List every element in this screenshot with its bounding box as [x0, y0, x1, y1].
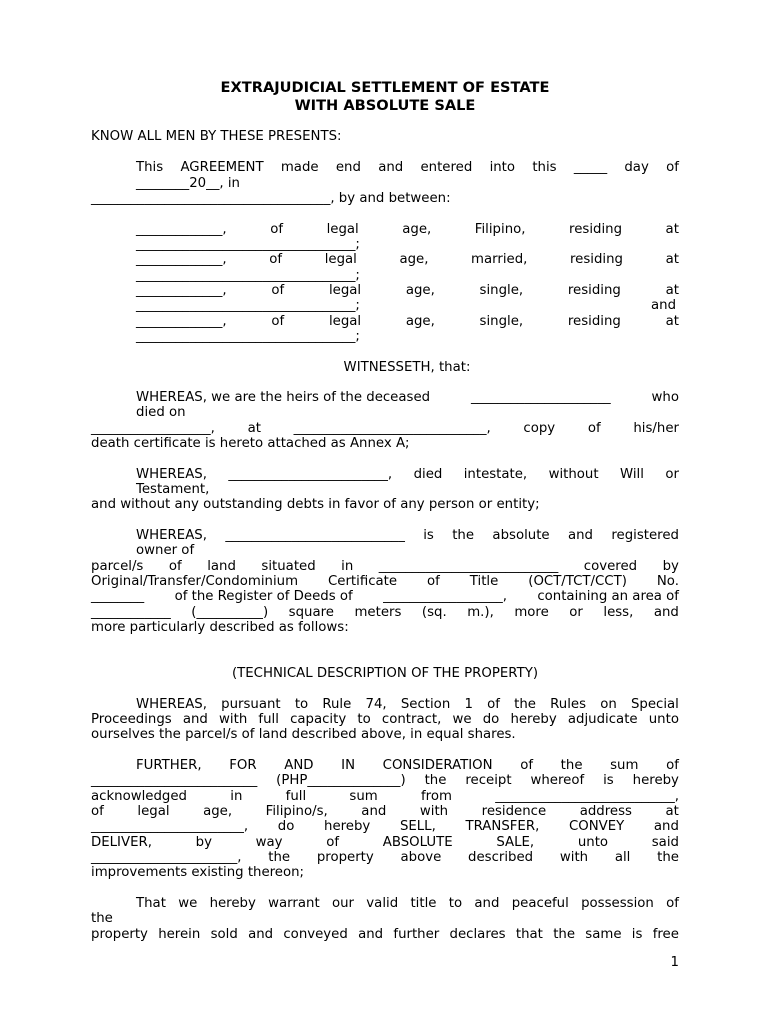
word: at: [665, 252, 679, 267]
word: of: [271, 314, 285, 329]
word: or: [569, 605, 583, 620]
word: same: [585, 927, 622, 942]
word: and: [474, 896, 500, 911]
word: WHEREAS, we are the heirs of the deceased: [136, 390, 431, 405]
further-line8: improvements existing thereon;: [91, 865, 305, 880]
further-line7: [91, 850, 679, 866]
word: hereby: [632, 773, 679, 788]
word: of: [666, 896, 679, 911]
word: the: [268, 850, 291, 865]
word: acknowledged: [91, 789, 187, 804]
word: and: [358, 927, 384, 942]
word: (PHP______________): [276, 773, 406, 788]
word: we: [178, 896, 198, 911]
word: the: [514, 697, 536, 712]
word: _____________,: [136, 314, 227, 329]
word: No.: [656, 574, 679, 589]
document-title-line1: EXTRAJUDICIAL SETTLEMENT OF ESTATE: [220, 79, 550, 96]
word: is: [423, 528, 434, 543]
word: meters: [354, 605, 402, 620]
whereas4-line2: [91, 712, 679, 728]
party-3-and: and: [651, 298, 677, 313]
further-line4: [91, 804, 679, 820]
word: IN: [341, 758, 356, 773]
warrant-line3: [91, 927, 679, 943]
word: this: [532, 160, 557, 175]
word: age,: [402, 222, 432, 237]
word: WHEREAS,: [136, 467, 207, 482]
word: said: [651, 835, 679, 850]
word: FOR: [229, 758, 257, 773]
word: 1: [464, 697, 473, 712]
word: sum: [349, 789, 378, 804]
word: with: [219, 712, 248, 727]
word: This: [136, 160, 164, 175]
word: by: [195, 835, 212, 850]
word: DELIVER,: [91, 835, 152, 850]
word: entered: [420, 160, 473, 175]
word: unto: [577, 835, 609, 850]
word: WHEREAS,: [136, 528, 207, 543]
word: TRANSFER,: [465, 819, 540, 834]
word: made: [280, 160, 319, 175]
word: from: [420, 789, 452, 804]
word: valid: [366, 896, 399, 911]
whereas4-line1: [136, 697, 679, 713]
word: 74,: [365, 697, 387, 712]
word: SALE,: [496, 835, 535, 850]
word: Rule: [322, 697, 352, 712]
word: is: [631, 927, 643, 942]
word: Original/Transfer/Condominium: [91, 574, 299, 589]
word: or: [665, 467, 679, 482]
word: _________________________: [91, 773, 258, 788]
word: possession: [581, 896, 654, 911]
word: the: [553, 927, 576, 942]
word: ______________________,: [91, 850, 242, 865]
word: and: [567, 528, 593, 543]
word: registered: [611, 528, 679, 543]
word: pursuant: [221, 697, 281, 712]
word: ___________________________: [225, 528, 405, 543]
word: That: [136, 896, 166, 911]
word: ________________________,: [228, 467, 393, 482]
word: Certificate: [327, 574, 398, 589]
whereas3-line2: owner of: [136, 543, 195, 558]
party-4-address: _________________________________;: [136, 329, 360, 344]
word: of: [427, 574, 440, 589]
party-2-address: _________________________________;: [136, 268, 360, 283]
word: into: [489, 160, 516, 175]
word: property: [316, 850, 374, 865]
further-line5: [91, 819, 679, 835]
word: the: [424, 773, 447, 788]
word: declares: [449, 927, 506, 942]
word: married,: [471, 252, 528, 267]
agreement-line3: ____________________________________, by and between:: [91, 191, 451, 206]
word: Section: [400, 697, 451, 712]
word: square: [288, 605, 334, 620]
word: unto: [648, 712, 679, 727]
intro-text: KNOW ALL MEN BY THESE PRESENTS:: [91, 129, 342, 144]
word: _____________________: [471, 390, 611, 405]
word: of: [168, 559, 182, 574]
whereas1-line3: [91, 421, 679, 437]
word: herein: [158, 927, 201, 942]
word: do: [482, 712, 500, 727]
word: AGREEMENT: [180, 160, 264, 175]
word: legal: [324, 252, 357, 267]
word: we: [452, 712, 472, 727]
word: way: [255, 835, 283, 850]
word: of: [487, 697, 500, 712]
word: residing: [567, 314, 621, 329]
word: property: [91, 927, 148, 942]
agreement-line2: ________20__, in: [136, 176, 240, 191]
word: and: [653, 819, 679, 834]
word: m.),: [467, 605, 494, 620]
word: __________________,: [91, 421, 215, 436]
word: containing an area of: [537, 589, 679, 604]
word: of the Register of Deeds of: [174, 589, 353, 604]
word: peaceful: [511, 896, 569, 911]
word: residing: [569, 252, 623, 267]
word: and: [248, 927, 274, 942]
word: in: [341, 559, 354, 574]
word: with: [559, 850, 589, 865]
word: end: [335, 160, 361, 175]
word: full: [285, 789, 307, 804]
word: Filipino/s,: [265, 804, 328, 819]
word: his/her: [633, 421, 679, 436]
word: ________: [91, 589, 145, 604]
party-4-line: [136, 314, 679, 330]
party-1-address: _________________________________;: [136, 237, 360, 252]
further-line6: [91, 835, 679, 851]
word: residing: [567, 283, 621, 298]
word: above: [400, 850, 442, 865]
word: at: [665, 804, 679, 819]
word: less,: [603, 605, 634, 620]
word: our: [331, 896, 354, 911]
word: the: [452, 528, 475, 543]
word: more: [514, 605, 549, 620]
word: to: [294, 697, 309, 712]
word: and: [653, 605, 679, 620]
word: in: [230, 789, 243, 804]
word: _____: [573, 160, 608, 175]
whereas3-line3: [91, 559, 679, 575]
party-3-address: _________________________________;: [136, 298, 360, 313]
whereas1-line2: died on: [136, 405, 186, 420]
word: FURTHER,: [136, 758, 202, 773]
word: ABSOLUTE: [382, 835, 453, 850]
word: covered: [583, 559, 638, 574]
word: _____________,: [136, 283, 227, 298]
witnesseth-heading: WITNESSETH, that:: [343, 360, 471, 375]
word: land: [207, 559, 236, 574]
party-1-line: [136, 222, 679, 238]
page-number: 1: [670, 955, 679, 970]
word: on: [600, 697, 617, 712]
word: legal: [326, 222, 359, 237]
word: (sq.: [421, 605, 447, 620]
word: _____________,: [136, 222, 227, 237]
word: and: [361, 804, 387, 819]
word: absolute: [492, 528, 550, 543]
word: address: [579, 804, 632, 819]
whereas4-line3: ourselves the parcel/s of land described above, in equal shares.: [91, 727, 516, 742]
whereas3-line5: [91, 589, 679, 605]
word: CONSIDERATION: [382, 758, 493, 773]
word: residence: [481, 804, 547, 819]
word: with: [419, 804, 449, 819]
word: hereby: [510, 712, 557, 727]
further-line3: [91, 789, 679, 805]
word: __________________,: [383, 589, 507, 604]
word: further: [393, 927, 440, 942]
word: of: [326, 835, 340, 850]
party-2-line: [136, 252, 679, 268]
word: WHEREAS,: [136, 697, 207, 712]
word: of: [270, 222, 284, 237]
word: at: [665, 222, 679, 237]
whereas3-line7: more particularly described as follows:: [91, 620, 349, 635]
word: all: [614, 850, 631, 865]
word: of: [271, 283, 285, 298]
word: hereby: [324, 819, 371, 834]
word: by: [662, 559, 679, 574]
word: Will: [619, 467, 644, 482]
whereas2-line1: [136, 467, 679, 483]
word: single,: [479, 283, 524, 298]
word: copy: [523, 421, 556, 436]
word: legal: [137, 804, 170, 819]
word: SELL,: [399, 819, 436, 834]
whereas1-line1: [136, 390, 679, 406]
whereas3-line6: [91, 605, 679, 621]
word: and: [182, 712, 208, 727]
word: intestate,: [463, 467, 528, 482]
agreement-line1: [136, 160, 679, 176]
word: residing: [569, 222, 623, 237]
word: the: [657, 850, 679, 865]
word: age,: [399, 252, 429, 267]
word: CONVEY: [568, 819, 625, 834]
word: day: [624, 160, 649, 175]
word: (OCT/TCT/CCT): [528, 574, 627, 589]
word: _____________,: [136, 252, 227, 267]
word: ___________________________,: [495, 789, 679, 804]
word: described: [468, 850, 534, 865]
word: who: [651, 390, 679, 405]
word: at: [665, 314, 679, 329]
word: is: [603, 773, 614, 788]
word: _______________________,: [91, 819, 249, 834]
word: died: [413, 467, 443, 482]
word: ____________: [91, 605, 171, 620]
word: sum: [610, 758, 639, 773]
word: of: [587, 421, 601, 436]
word: parcel/s: [91, 559, 144, 574]
word: the: [560, 758, 583, 773]
whereas2-line3: and without any outstanding debts in favor of any person or entity;: [91, 497, 540, 512]
word: at: [247, 421, 261, 436]
word: age,: [405, 283, 435, 298]
document-title-line2: WITH ABSOLUTE SALE: [294, 97, 476, 114]
word: (__________): [191, 605, 269, 620]
word: sold: [210, 927, 238, 942]
word: title: [410, 896, 437, 911]
word: warrant: [268, 896, 320, 911]
word: Filipino,: [474, 222, 526, 237]
word: without: [548, 467, 599, 482]
word: and: [378, 160, 404, 175]
word: whereof: [530, 773, 585, 788]
technical-description-heading: (TECHNICAL DESCRIPTION OF THE PROPERTY): [231, 666, 539, 681]
whereas2-line2: Testament,: [136, 482, 210, 497]
word: to: [448, 896, 463, 911]
word: Rules: [550, 697, 586, 712]
word: conveyed: [283, 927, 348, 942]
word: single,: [479, 314, 524, 329]
word: capacity: [290, 712, 347, 727]
warrant-line1: [136, 896, 679, 912]
word: legal: [328, 314, 362, 329]
word: Title: [469, 574, 499, 589]
word: of: [269, 252, 283, 267]
party-3-line: [136, 283, 679, 299]
word: of: [666, 160, 679, 175]
word: free: [652, 927, 679, 942]
word: receipt: [465, 773, 512, 788]
whereas3-line1: [136, 528, 679, 544]
whereas3-line4: [91, 574, 679, 590]
whereas1-line4: death certificate is hereto attached as Annex A;: [91, 436, 410, 451]
word: age,: [405, 314, 435, 329]
word: Proceedings: [91, 712, 172, 727]
word: situated: [261, 559, 316, 574]
word: AND: [284, 758, 314, 773]
warrant-line2: the: [91, 911, 113, 926]
word: adjudicate: [567, 712, 638, 727]
word: to: [357, 712, 371, 727]
word: do: [277, 819, 295, 834]
word: _____________________________,: [293, 421, 491, 436]
word: of: [91, 804, 104, 819]
word: age,: [203, 804, 233, 819]
word: hereby: [209, 896, 256, 911]
word: contract,: [381, 712, 442, 727]
word: Special: [630, 697, 679, 712]
word: of: [520, 758, 534, 773]
word: of: [666, 758, 679, 773]
word: that: [515, 927, 543, 942]
word: full: [258, 712, 279, 727]
word: legal: [328, 283, 362, 298]
word: at: [665, 283, 679, 298]
further-line1: [136, 758, 679, 774]
further-line2: [91, 773, 679, 789]
word: ___________________________: [378, 559, 559, 574]
